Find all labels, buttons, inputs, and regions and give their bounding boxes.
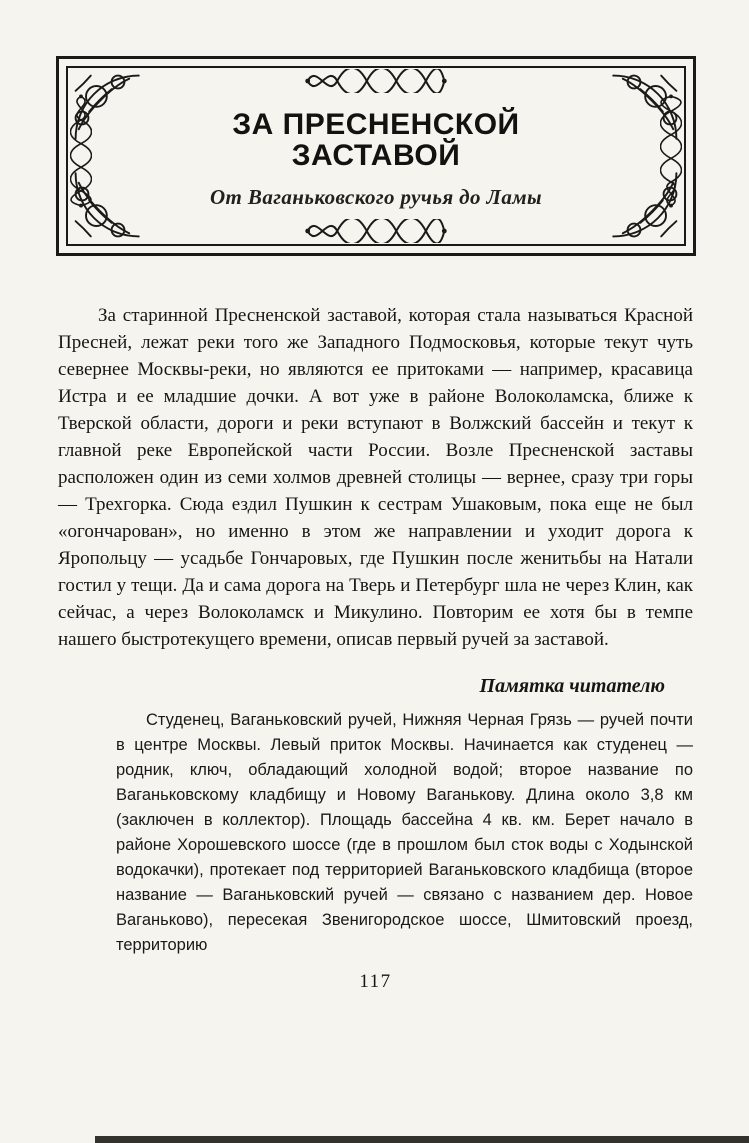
knot-corner-top-left-icon <box>70 70 142 142</box>
page-number: 117 <box>359 971 392 992</box>
knot-corner-bottom-left-icon <box>70 170 142 242</box>
lead-paragraph: За старинной Пресненской заставой, которая стала называться Красной Пресней, лежат реки того же Западного Подмосковья, которые текут чуть севернее Москвы-реки, но являются ее притоками — например, красавица Истра и ее младшие дочки. А вот уже в районе Волоколамска, ближе к Тверской области, дороги и реки вступают в Волжский бассейн и текут к главной реке Европейской части России. Возле Пресненской заставы расположен один из семи холмов древней столицы — вернее, сразу три горы — Трехгорка. Сюда ездил Пушкин к сестрам Ушаковым, пока еще не был «огончарован», но именно в этом же направлении и уходит дорога к Яропольцу — усадьбе Гончаровых, где Пушкин после женитьбы на Натали гостил у тещи. Да и сама дорога на Тверь и Петербург шла не через Клин, как сейчас, а через Волоколамск и Микулино. Повторим ее хотя бы в темпе нашего быстротекущего времени, описав первый ручей за заставой. <box>58 305 693 650</box>
scan-edge-artifact <box>95 1136 749 1143</box>
title-frame-inner <box>66 66 686 246</box>
knot-braid-right-icon <box>660 92 682 210</box>
knot-braid-left-icon <box>70 92 92 210</box>
knot-braid-top-icon <box>301 69 451 93</box>
knot-corner-bottom-right-icon <box>610 170 682 242</box>
knot-corner-top-right-icon <box>610 70 682 142</box>
title-ornamental-frame <box>56 56 696 256</box>
chapter-title: ЗА ПРЕСНЕНСКОЙ ЗАСТАВОЙ <box>232 107 520 172</box>
page-content <box>0 302 749 993</box>
reader-memo-block <box>116 675 693 958</box>
memo-text: Студенец, Ваганьковский ручей, Нижняя Черная Грязь — ручей почти в центре Москвы. Левый приток Москвы. Начинается как студенец — родник, ключ, обладающий холодной водой; второе название по Ваганьковскому кладбищу и Новому Ваганькову. Длина около 3,8 км (заключен в коллектор). Площадь бассейна 4 кв. км. Берет начало в районе Хорошевского шоссе (где в прошлом был сток воды с Ходынской водокачки), протекает под территорией Ваганьковского кладбища (второе название — Ваганьковский ручей — связано с названием дер. Новое Ваганьково), пересекая Звенигородское шоссе, Шмитовский проезд, территорию <box>116 711 693 954</box>
knot-braid-bottom-icon <box>301 219 451 243</box>
memo-heading: Памятка читателю <box>479 675 665 697</box>
chapter-subtitle: От Ваганьковского ручья до Ламы <box>209 184 543 209</box>
